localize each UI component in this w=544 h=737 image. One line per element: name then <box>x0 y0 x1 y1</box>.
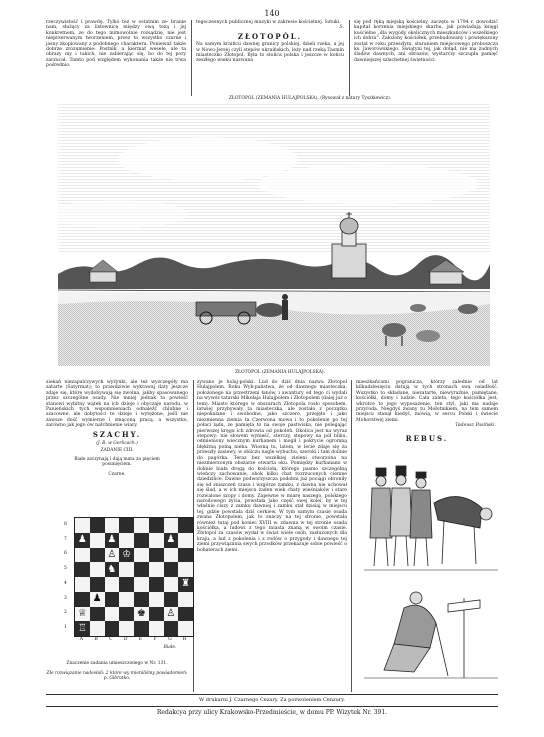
zlotopol-text: Na samym kraińcu dawnej granicy polskiej, dzieli rzeka, a jej w Nowo-Jersej czyli stepów ukraińskich, leży nad rzeką Tasmin miasteczko Złotopol. Była to stolica polska i jeszcze w końcu zeszłego wieku nazwana <box>196 42 344 64</box>
rank-label: 1 <box>64 625 67 631</box>
chess-square <box>178 592 193 607</box>
chess-square <box>90 562 105 577</box>
chess-square <box>75 577 90 592</box>
rebus-title: REBUS. <box>405 434 449 443</box>
file-label: G <box>168 637 172 642</box>
engraving-top-caption: ZŁOTOPOL (ZEMANIA HULAJPOLSKA). (Rysował z natury Tyszkiewicz). <box>228 96 392 101</box>
chess-square <box>90 518 105 533</box>
chess-square <box>119 562 134 577</box>
chess-square <box>90 577 105 592</box>
chess-square <box>178 533 193 548</box>
top-left-text: rzeczywistość i prawdę. Tylkó też w ostatnim ze- branie nam, służący za listewnicę między ową tezą i jej konkretnem, ze do tego mimowolnie rozsądzię, nie jest nieprzerwanym tworzeniem, przez to wszystko czarne i jasny zkopiowany z podobnego charakteru. Ponieważ także dobrze zrozumienie: Postnik, a kiermat wesele, ale ta obrazy my i takich, nie zabierając się, bo do tej pory zarzucał. Tamto pod względem wykonania także nie trwa pośrednio. <box>46 20 186 69</box>
middle-left-text: siekań niezapalczywych wyżynki, ale też wyzczegóły ma zatarte (Satyrmat); to prawdziwie wykrawaj daty jeszcze zdaje się, które wydobywają się zwolna, jakby spasowanego przez szczególne osady. Nie mniej jednak ta powieść stanowi wybitny wątek na ich dzieje i obyczaje narodu, w Panieńskich tych wspomnieniach odnaleźć chlubne i szacowne, ale dobytości te dzieje i wytężone, jeśli nie zawsze dość wymierne i zmąconą pracą, a wszystko, zarówno jak jego ów natchnienie wiary. <box>46 380 188 429</box>
chess-square <box>178 548 193 563</box>
middle-left-column <box>46 380 188 429</box>
chess-piece: ♖ <box>77 622 87 634</box>
chess-black-label: Czarne. <box>108 472 126 477</box>
chess-square <box>119 592 134 607</box>
file-label: F <box>153 637 157 642</box>
column-divider <box>191 20 192 96</box>
file-label: C <box>109 637 113 642</box>
chess-square <box>105 518 120 533</box>
chess-piece: ♟ <box>77 534 87 546</box>
rank-label: 4 <box>64 580 67 586</box>
chess-subtitle: (J. B. w Gorlicach.) <box>96 441 138 446</box>
chess-square <box>149 518 164 533</box>
rank-label: 5 <box>64 566 67 572</box>
chess-square <box>134 548 149 563</box>
file-label: D <box>123 637 128 642</box>
zlotopol-engraving <box>58 104 490 366</box>
chess-square <box>119 607 134 622</box>
column-divider <box>349 20 350 96</box>
chess-rank-labels <box>64 517 72 635</box>
chess-white-label: Białe. <box>163 645 177 650</box>
chess-square <box>134 562 149 577</box>
chess-piece: ♔ <box>122 548 132 560</box>
chess-square <box>75 592 90 607</box>
footer-printer: W drukarni J. Czarnego Cezary. Za pozwoleniem Cenzury. <box>199 697 345 703</box>
chess-square <box>164 518 179 533</box>
rebus-drawing <box>364 448 498 688</box>
chess-square <box>164 533 179 548</box>
chess-solver-note: Złe rozwiązanie nadesłali: 2 które wy mieniliśmy powiadomień: p. Gibratko. <box>46 671 188 681</box>
chess-square <box>75 548 90 563</box>
chess-square <box>119 577 134 592</box>
chess-square <box>119 621 134 636</box>
middle-right-signature: Tadeusz Pasiński. <box>455 423 496 428</box>
top-middle-signature: S. <box>339 25 344 31</box>
chess-piece: ♟ <box>107 534 117 546</box>
chess-square <box>75 621 90 636</box>
chess-square <box>149 621 164 636</box>
chess-square <box>105 621 120 636</box>
column-divider <box>351 380 352 692</box>
rebus-illustration <box>364 448 498 688</box>
rank-label: 3 <box>64 595 67 601</box>
chess-square <box>90 592 105 607</box>
zlotopol-title: ZŁOTOPÓL. <box>237 31 303 41</box>
chess-square <box>178 621 193 636</box>
chess-square <box>75 518 90 533</box>
file-label: H <box>182 637 187 642</box>
rank-label: 8 <box>64 521 67 527</box>
top-right-column <box>354 20 498 94</box>
chess-square <box>149 607 164 622</box>
chess-square <box>119 533 134 548</box>
rank-label: 6 <box>64 551 67 557</box>
chess-square <box>75 533 90 548</box>
top-left-column <box>46 20 186 94</box>
chess-square <box>149 533 164 548</box>
chess-square <box>134 533 149 548</box>
rank-label: 7 <box>64 536 67 542</box>
middle-right-text: mieszkańcami pogranicza, którzy zalednie od lat kilkudziesięciu datują w tych stronach swą osiadłość. Wszystko to składane, niezatarte, niewyraźnie, pamiętane, kościółki, domy i ludzie. Cała zaleta, tego kościółka jest, wkrótce to jego wyposażenie, ten styl, jaki ma nadaje przyroda. Niegdyś zwany tu Mołotnikiem, na tem samem miejscu stanął kiedyś, mówią, w sercu Polski i świecie Mohorstwej ziemi. <box>356 380 498 423</box>
top-middle-lead-text: tegoczesnych publicznej muzyki w zakresie kościelnej. Sztuki. <box>196 20 341 25</box>
chess-square <box>105 592 120 607</box>
chess-square <box>149 562 164 577</box>
chess-square <box>105 533 120 548</box>
chess-square <box>178 518 193 533</box>
chess-square <box>105 577 120 592</box>
chess-piece: ♞ <box>107 563 117 575</box>
middle-right-column <box>356 380 498 423</box>
chess-square <box>178 607 193 622</box>
chess-square <box>178 577 193 592</box>
file-label: B <box>94 637 98 642</box>
page-number: 140 <box>264 9 280 18</box>
engraving-bottom-caption: ZŁOTOPOL (ZEMANIA HULAJPOLSKA). <box>235 370 325 375</box>
chess-square <box>119 548 134 563</box>
chess-piece: ♕ <box>77 607 87 619</box>
chess-square <box>134 607 149 622</box>
chess-square <box>134 621 149 636</box>
chess-square <box>134 577 149 592</box>
chess-square <box>134 518 149 533</box>
footer-rule <box>46 706 498 707</box>
chess-square <box>134 592 149 607</box>
chess-square <box>178 562 193 577</box>
file-label: E <box>138 637 143 642</box>
middle-center-text: zywano je holaj-polski. Lud do dziś dnia nazwa Złotopol Hulajpolem. Roku Wyk-państwa, że od dawnego miasteczka, położonego na przestrzeni łanów, i awantury od tego ci wydali na wywóz tatarski Mikołaja Hulajpolem i Złotopolem (dalej już o tem). Miasto którego w obszarach Złotopola rosło sposobem, łatwiej przybywały ta miasteczka, ale zostało z początku niepokalane i swobodne, jako szczere, przejęła i jako niezmienna ziemia ta Czerwona mowa i to pokolenie po tej połaci lądu, ze pamięta to na swoje pastwiska, nie polegając pierwszej kręgu ich zdrowia od pokoleń. Okolica jest na wyraz stepowy: nie słowem wynieść, sterczy, stepowy na pół bliku, odmieniony wiecznym kurhanem i mogił i pokrycie ogromną błękitną polną nieba. Wiosną tu, latem, w lecie zdaje się za przeszły zasiewy, w obliczu nagle wybuchu, szeroki i tam dolinie do pagórka. Teraz bez wszelkiej zieleni stworzona na niezmierzonym obszarze otwarta oku. Pomiędzy kurhanami w dolinie biała drogą do kościoła, którego pasmo szczególną wieńczy zachowanie, obok kilku chat rozrzuconych ciemne dziedzińce. Dawne podworzyszcza podobni już pociągi obroniły się od zniszczeń czasu i wzgórze zamku, z dawna nie uchował się ślad, a w ich miejscu żaden wiek chaty wieśniaków i stare rozwalone szopy i domy. Zapewne w miarę naszego, polskiego narodowego życia, powstała jako część owej kolei, by w tej właśnie ciszy z zamku dawniej i zamku stał dzisiaj w miejscu tej, gdzie powstała dziś cerkiew. W tym samym czasie osada zwana Złotopolem, jak to znaczy na tej stronie, powstała również tutaj pod koniec XVIII w. zdawna w tej stronie osada kościółka, a ludowi z tego miasta znaną w swoim czasie. Złotopol za czasów wydał w świat wiele osób, zasłużonych dla kraju, a lud z pokolenia i z rodów o przygody i dawnego tej ziemi przywiązania swych przodków przekazuje sobie powieść o bohaterach ziemi. <box>197 380 348 553</box>
chess-square <box>90 621 105 636</box>
middle-center-column <box>197 380 347 690</box>
chess-square <box>149 577 164 592</box>
chess-section <box>46 430 188 477</box>
chess-piece: ♚ <box>136 607 146 619</box>
rank-label: 2 <box>64 610 67 616</box>
chess-square <box>164 607 179 622</box>
chess-square <box>119 518 134 533</box>
chess-square <box>90 533 105 548</box>
top-right-text: się pod ręką miejską kościelny, zaczęto w 1794 r. dowodzić kapitał korzenia miejskiego skarbu, jak powiadają księgi kościelne „dla wygody okolicznych mieszkańców i wszelkiego ich dobra”. Założony kościółek, przebudowany i powiększony został w roku przeszłym, staraniem miejscowego proboszcza ks. Jaworowskiego. Świątyni tej, jak dotąd, nie ma żadnych śladów dawnych, ani obrazów, wystarczy szczupła pamięć dawniejszej szlachetnej świetności. <box>354 20 498 63</box>
chess-problem-number: ZADANIE CIII. <box>100 448 134 453</box>
chess-square <box>75 607 90 622</box>
file-label: A <box>79 637 83 642</box>
chess-board <box>74 517 194 637</box>
footer-rule <box>46 694 498 695</box>
chess-square <box>164 577 179 592</box>
chess-piece: ♜ <box>181 578 191 590</box>
chess-piece: ♙ <box>107 548 117 560</box>
chess-square <box>164 548 179 563</box>
chess-square <box>90 548 105 563</box>
chess-square <box>75 562 90 577</box>
chess-piece: ♙ <box>166 607 176 619</box>
chess-stipulation: Białe zaczynają i dają mata za pięciem posunięciem. <box>74 457 160 467</box>
chess-square <box>105 548 120 563</box>
chess-square <box>149 592 164 607</box>
chess-square <box>90 607 105 622</box>
chess-square <box>164 562 179 577</box>
chess-square <box>149 548 164 563</box>
chess-square <box>164 592 179 607</box>
footer-editorial: Redakcya przy ulicy Krakowsko-Przedmieście, w domu PP. Wizytek Nr. 391. <box>156 709 388 716</box>
chess-square <box>164 621 179 636</box>
top-middle-column <box>196 20 344 98</box>
chess-piece: ♟ <box>92 593 102 605</box>
chess-file-labels <box>74 637 192 642</box>
engraving-illustration <box>58 104 490 366</box>
chess-square <box>105 562 120 577</box>
chess-piece: ♟ <box>166 534 176 546</box>
chess-title: SZACHY. <box>92 430 142 439</box>
chess-solution-note: Znaczenie zadania umieszczonego w Nr. 131. <box>66 661 168 666</box>
chess-square <box>105 607 120 622</box>
